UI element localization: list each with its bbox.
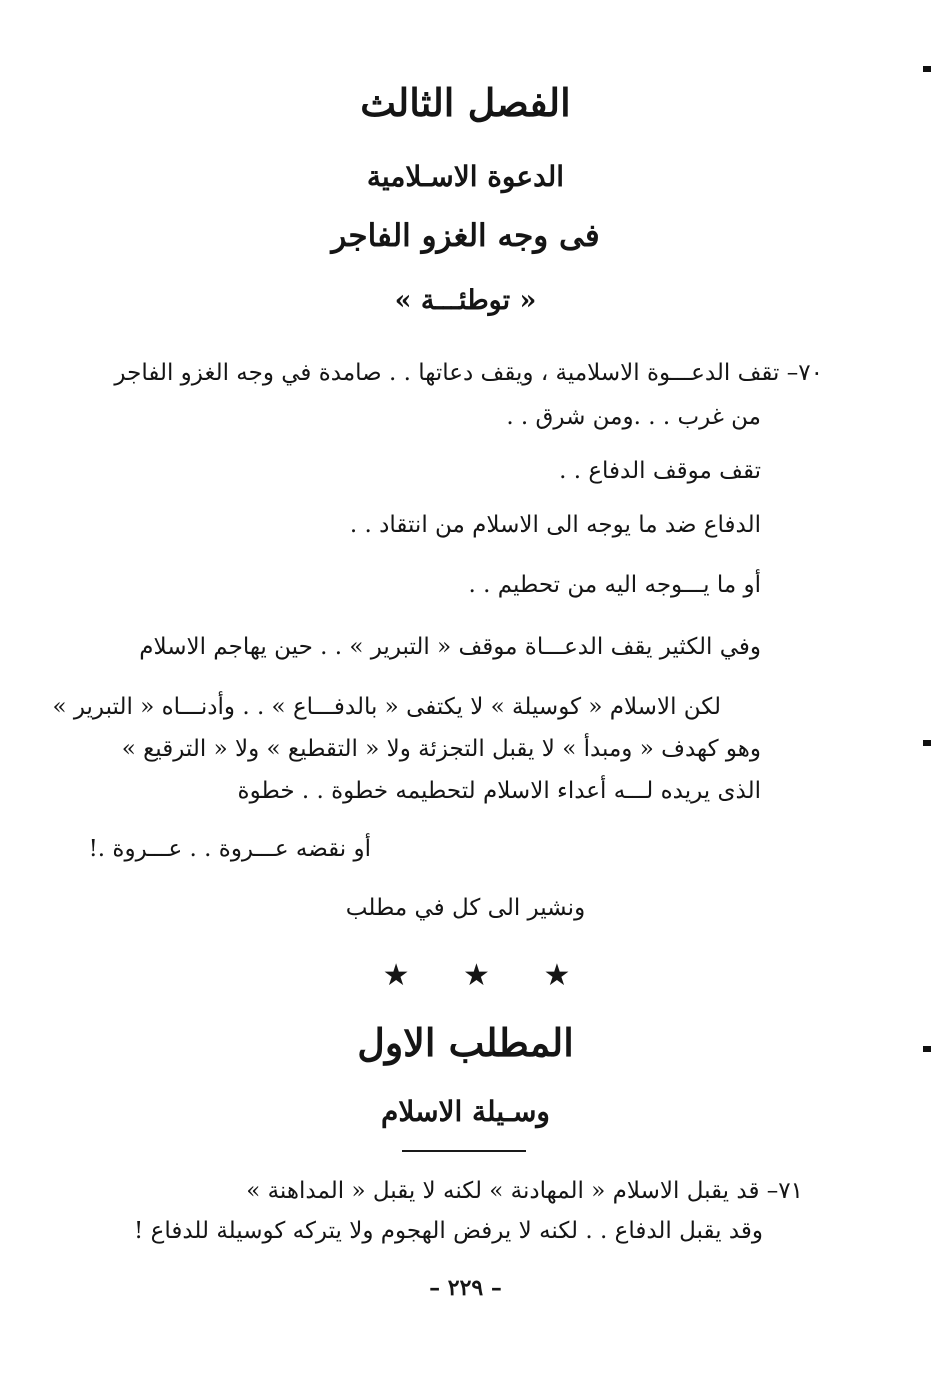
section-title: المطلب الاول: [357, 1020, 574, 1065]
para70-line-2: من غرب . . .ومن شرق . .: [506, 404, 761, 430]
para70-line-8: وهو كهدف « ومبدأ » لا يقبل التجزئة ولا « التقطيع » ولا « الترقيع »: [121, 736, 761, 762]
scan-margin-mark: [923, 1046, 931, 1052]
chapter-title: الفصل الثالث: [360, 80, 571, 125]
para70-line-7: لكن الاسلام « كوسيلة » لا يكتفى « بالدفـــاع » . . وأدنـــاه « التبرير »: [52, 694, 721, 720]
section-divider: [402, 1150, 526, 1152]
para70-line-3: تقف موقف الدفاع . .: [559, 458, 761, 484]
section-separator-stars: ★ ★ ★: [382, 958, 593, 993]
para70-line-9: الذى يريده لـــه أعداء الاسلام لتحطيمه خطوة . . خطوة: [237, 778, 761, 804]
para70-line-4: الدفاع ضد ما يوجه الى الاسلام من انتقاد . .: [349, 512, 761, 538]
scan-margin-mark: [923, 740, 931, 746]
section-subtitle: وسـيلة الاسلام: [381, 1095, 550, 1128]
para70-line-1: ٧٠– تقف الدعـــوة الاسلامية ، ويقف دعاتها . . صامدة في وجه الغزو الفاجر: [114, 360, 823, 386]
preface-heading: « توطئـــة »: [394, 285, 537, 316]
chapter-subtitle-2: فى وجه الغزو الفاجر: [331, 218, 600, 254]
para70-line-10: أو نقضه عـــروة . . عـــروة .!: [88, 836, 371, 862]
page-number: – ٢٢٩ –: [429, 1275, 502, 1301]
para70-line-6: وفي الكثير يقف الدعـــاة موقف « التبرير » . . حين يهاجم الاسلام: [139, 634, 761, 660]
scan-margin-mark: [923, 66, 931, 72]
chapter-subtitle-1: الدعوة الاسـلامية: [366, 160, 565, 193]
intro-line: ونشير الى كل في مطلب: [345, 895, 586, 921]
para70-line-5: أو ما يـــوجه اليه من تحطيم . .: [468, 572, 761, 598]
para71-line-1: ٧١– قد يقبل الاسلام « المهادنة » لكنه لا يقبل « المداهنة »: [246, 1178, 803, 1204]
para71-line-2: وقد يقبل الدفاع . . لكنه لا يرفض الهجوم ولا يتركه كوسيلة للدفاع !: [134, 1218, 763, 1244]
